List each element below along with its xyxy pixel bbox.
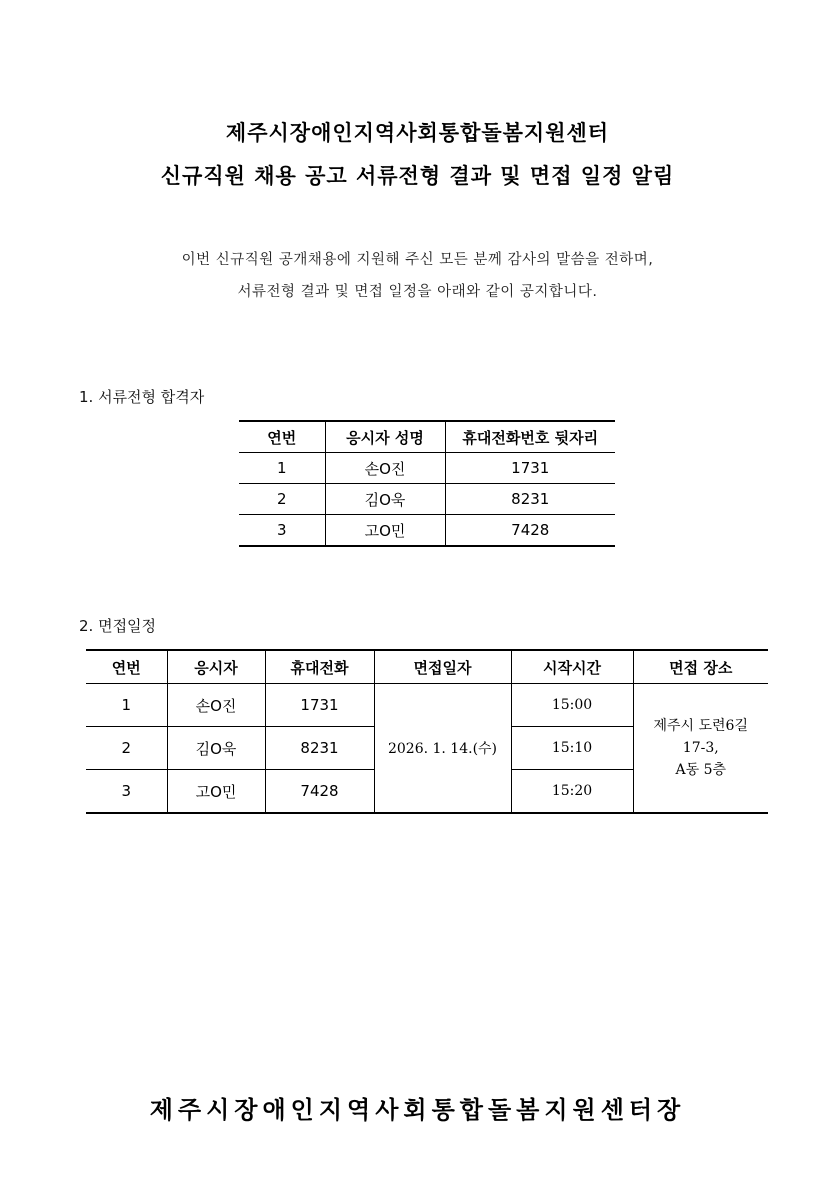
table-cell: 8231 (265, 727, 374, 770)
table-cell: 7428 (445, 515, 615, 547)
table-cell: 고O민 (167, 770, 265, 814)
column-header: 응시자 성명 (325, 421, 445, 453)
start-time-cell: 15:20 (511, 770, 633, 814)
table-row (239, 515, 615, 547)
location-line: A동 5층 (675, 762, 727, 778)
location-line: 17-3, (682, 740, 719, 756)
table-row (239, 484, 615, 515)
document-title-line1: 제주시장애인지역사회통합돌봄지원센터 (225, 121, 610, 145)
column-header: 휴대전화 (265, 650, 374, 684)
intro-line1: 이번 신규직원 공개채용에 지원해 주신 모든 분께 감사의 말씀을 전하며, (181, 252, 654, 268)
table-cell: 1 (239, 453, 325, 484)
table-cell: 7428 (265, 770, 374, 814)
column-header: 면접 장소 (633, 650, 768, 684)
table-cell: 3 (121, 782, 132, 800)
section1-heading: 1. 서류전형 합격자 (79, 388, 205, 406)
location-line: 제주시 도련6길 (653, 718, 748, 734)
table-header-row (239, 421, 615, 453)
intro-line2: 서류전형 결과 및 면접 일정을 아래와 같이 공지합니다. (237, 284, 598, 300)
table-cell: 2 (239, 484, 325, 515)
table-cell: 1731 (265, 684, 374, 727)
table-row (86, 684, 768, 727)
table-cell: 손O진 (167, 684, 265, 727)
table-row (239, 453, 615, 484)
column-header: 연번 (86, 650, 167, 684)
column-header: 면접일자 (374, 650, 511, 684)
table-cell: 1 (86, 684, 167, 727)
interview-location-cell (633, 684, 768, 814)
table-cell: 8231 (445, 484, 615, 515)
start-time-cell: 15:10 (511, 727, 633, 770)
start-time-cell: 15:00 (511, 684, 633, 727)
column-header: 연번 (239, 421, 325, 453)
table-cell: 2 (86, 727, 167, 770)
interview-date-cell: 2026. 1. 14.(수) (374, 684, 511, 814)
table-cell: 3 (276, 521, 287, 539)
table-header-row (86, 650, 768, 684)
section2-heading: 2. 면접일정 (79, 617, 157, 635)
column-header: 응시자 (167, 650, 265, 684)
column-header: 휴대전화번호 뒷자리 (445, 421, 615, 453)
table-cell: 김O욱 (325, 484, 445, 515)
table-cell: 1731 (445, 453, 615, 484)
document-pass-table (239, 420, 615, 547)
document-signature: 제주시장애인지역사회통합돌봄지원센터장 (149, 1096, 686, 1124)
table-cell: 고O민 (325, 515, 445, 547)
column-header: 시작시간 (511, 650, 633, 684)
document-title-line2: 신규직원 채용 공고 서류전형 결과 및 면접 일정 알림 (160, 164, 675, 188)
interview-schedule-table (86, 649, 768, 814)
table-cell: 김O욱 (167, 727, 265, 770)
table-cell: 손O진 (325, 453, 445, 484)
